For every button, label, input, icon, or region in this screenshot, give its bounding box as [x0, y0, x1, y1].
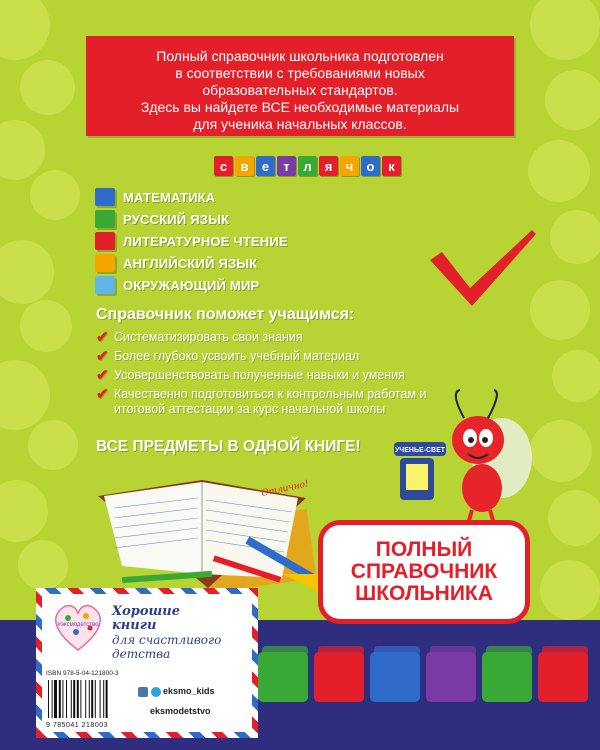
- bg-dot: [0, 360, 50, 430]
- bg-dot: [20, 300, 72, 352]
- barcode-bar: [95, 680, 96, 718]
- barcode-number: 9 785041 218003: [46, 722, 108, 729]
- subject-item: [95, 252, 288, 274]
- intro-line: в соответствии с требованиями новых: [175, 65, 425, 81]
- slogan-line: Хорошие: [112, 604, 180, 619]
- bg-dot: [552, 350, 600, 402]
- bg-dot: [0, 480, 48, 542]
- bg-dot: [550, 210, 600, 264]
- barcode-bar: [100, 680, 101, 718]
- checkmark-icon: [428, 228, 538, 308]
- notebook-mark: Отлично!: [260, 479, 310, 499]
- list-item: [96, 368, 456, 383]
- subject-item: [95, 208, 288, 230]
- color-cube: [426, 646, 476, 702]
- series-logo-letter: к: [382, 156, 401, 176]
- barcode-bar: [85, 680, 86, 718]
- bg-dot: [30, 170, 80, 220]
- subject-item: [95, 274, 288, 296]
- bg-dot: [0, 120, 45, 180]
- barcode-bar: [48, 680, 49, 718]
- bg-dot: [20, 60, 75, 115]
- intro-line: Здесь вы найдете ВСЕ необходимые материалы: [140, 99, 460, 115]
- list-item-text: Систематизировать свои знания: [114, 330, 303, 344]
- barcode-bar: [91, 680, 93, 718]
- intro-box: [86, 36, 514, 136]
- bg-dot: [0, 240, 54, 304]
- series-logo-letter: т: [277, 156, 296, 176]
- lantern-label: УЧЕНЬЕ-СВЕТ: [394, 447, 446, 454]
- bg-dot: [540, 560, 600, 620]
- book-title-card: [318, 520, 530, 624]
- heart-logo-icon: [50, 598, 106, 654]
- barcode-bar: [52, 680, 53, 718]
- color-cube: [538, 646, 588, 702]
- barcode-bar: [62, 680, 63, 718]
- slogan-line: детства: [112, 647, 171, 661]
- list-item: [96, 330, 456, 345]
- list-item-text: Качественно подготовиться к контрольным работам и итоговой аттестации за курс начальной школы: [114, 387, 427, 416]
- subject-label: ЛИТЕРАТУРНОЕ ЧТЕНИЕ: [123, 233, 288, 249]
- barcode-bar: [71, 680, 72, 718]
- series-logo-letter: е: [256, 156, 275, 176]
- telegram-icon: [151, 687, 161, 697]
- check-icon: ✔: [96, 329, 109, 346]
- list-item-text: Усовершенствовать полученные навыки и умения: [114, 368, 405, 382]
- subject-label: АНГЛИЙСКИЙ ЯЗЫК: [123, 255, 258, 271]
- barcode-bar: [73, 680, 75, 718]
- book-title-line: ПОЛНЫЙ: [375, 538, 473, 561]
- bg-dot: [548, 490, 600, 546]
- intro-line: Полный справочник школьника подготовлен: [156, 48, 444, 64]
- barcode-bar: [80, 680, 81, 718]
- social-handle: eksmo_kids: [163, 686, 215, 696]
- barcode-bar: [77, 680, 79, 718]
- subject-label: МАТЕМАТИКА: [123, 189, 216, 205]
- series-logo-letter: о: [361, 156, 380, 176]
- book-title-line: ШКОЛЬНИКА: [355, 582, 493, 605]
- heart-tag: #эксмодетство: [57, 622, 99, 628]
- barcode-bar: [106, 680, 108, 718]
- barcode-bar: [59, 680, 61, 718]
- series-logo-letter: ч: [340, 156, 359, 176]
- helps-title: Справочник поможет учащимся:: [96, 306, 355, 323]
- all-subjects-slogan: ВСЕ ПРЕДМЕТЫ В ОДНОЙ КНИГЕ!: [96, 438, 361, 455]
- color-cube: [482, 646, 532, 702]
- bg-dot: [528, 140, 590, 202]
- barcode-bar: [66, 680, 67, 718]
- bg-dot: [530, 0, 600, 60]
- series-logo-letter: в: [235, 156, 254, 176]
- bg-dot: [28, 420, 78, 470]
- subject-cube-icon: [95, 210, 115, 228]
- isbn: ISBN 978-5-04-121800-3: [46, 670, 119, 677]
- series-logo-letter: я: [319, 156, 338, 176]
- bg-dot: [545, 70, 600, 130]
- intro-line: образовательных стандартов.: [202, 82, 398, 98]
- barcode-bar: [89, 680, 90, 718]
- bg-dot: [530, 280, 590, 340]
- color-cube: [314, 646, 364, 702]
- bg-dot: [0, 0, 50, 60]
- subject-list: [95, 186, 288, 296]
- subject-item: [95, 230, 288, 252]
- book-title-line: СПРАВОЧНИК: [350, 560, 498, 583]
- barcode-icon: [46, 680, 130, 720]
- barcode-bar: [103, 680, 104, 718]
- color-cube: [258, 646, 308, 702]
- check-icon: ✔: [96, 386, 109, 403]
- subject-cube-icon: [95, 254, 115, 272]
- subject-label: РУССКИЙ ЯЗЫК: [123, 211, 230, 227]
- social-links: [138, 686, 215, 697]
- series-logo-letter: с: [214, 156, 233, 176]
- slogan-line: книги: [112, 618, 157, 633]
- check-icon: ✔: [96, 348, 109, 365]
- vk-icon: [138, 687, 148, 697]
- slogan: [112, 605, 242, 661]
- notebook-illustration: [92, 456, 332, 604]
- subject-cube-icon: [95, 276, 115, 294]
- list-item: [96, 349, 456, 364]
- list-item-text: Более глубоко усвоить учебный материал: [114, 349, 360, 363]
- subject-cube-icon: [95, 232, 115, 250]
- subject-label: ОКРУЖАЮЩИЙ МИР: [123, 277, 260, 293]
- bg-dot: [18, 540, 68, 590]
- subject-item: [95, 186, 288, 208]
- firefly-mascot-illustration: [390, 388, 540, 528]
- color-cubes-illustration: [258, 640, 598, 720]
- series-logo: [214, 156, 401, 176]
- intro-line: для ученика начальных классов.: [193, 116, 407, 132]
- site-name: eksmodetstvo: [150, 706, 211, 716]
- series-logo-letter: л: [298, 156, 317, 176]
- subject-cube-icon: [95, 188, 115, 206]
- check-icon: ✔: [96, 367, 109, 384]
- barcode-bar: [54, 680, 57, 718]
- slogan-line: для счастливого: [112, 633, 222, 647]
- color-cube: [370, 646, 420, 702]
